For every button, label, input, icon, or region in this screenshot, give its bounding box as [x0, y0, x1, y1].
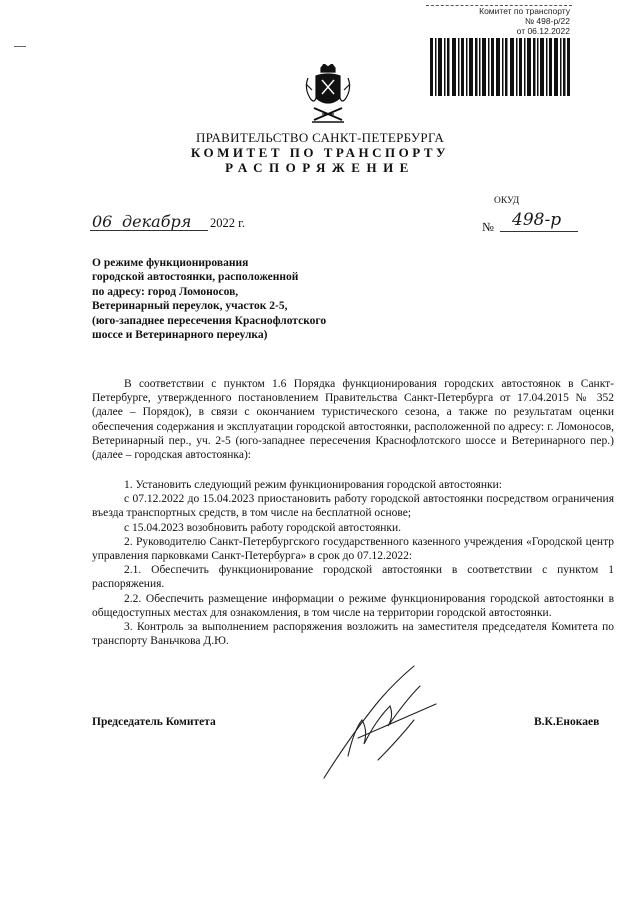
signatory-position: Председатель Комитета [92, 716, 216, 728]
number-underline [500, 231, 578, 232]
subject-line: Ветеринарный переулок, участок 2-5, [92, 300, 288, 313]
item-paragraph: 1. Установить следующий режим функционирования городской автостоянки: [124, 479, 502, 491]
stamp-line-date: от 06.12.2022 [516, 26, 570, 36]
registration-stamp [430, 6, 570, 36]
document-number: 498-р [512, 210, 562, 230]
signatory-name: В.К.Енокаев [534, 716, 600, 728]
subject-line: (юго-западнее пересечения Краснофлотского [92, 314, 327, 327]
item-paragraph: 2. Руководителю Санкт-Петербургского государственного казенного учреждения «Городской центр управления парковками Санкт-Петербурга» в срок до 07.12.2022: [92, 535, 614, 563]
subject-line: О режиме функционирования [92, 257, 249, 269]
item-paragraph: 3. Контроль за выполнением распоряжения возложить на заместителя председателя Комитета по транспорту Ваньчкова Д.Ю. [92, 621, 614, 648]
margin-mark [14, 46, 26, 47]
subject-line: по адресу: город Ломоносов, [92, 285, 239, 298]
stamp-line-number: № 498-р/22 [524, 16, 570, 26]
coat-of-arms-icon [302, 64, 354, 126]
document-subject [92, 256, 392, 342]
date-underline [90, 230, 208, 231]
government-title: ПРАВИТЕЛЬСТВО САНКТ-ПЕТЕРБУРГА [195, 130, 445, 145]
stamp-line-committee: Комитет по транспорту [479, 6, 570, 16]
date-month: декабря [122, 212, 192, 231]
number-sign: № [482, 220, 494, 234]
preamble-paragraph: В соответствии с пунктом 1.6 Порядка функционирования городских автостоянок в Санкт-Петербурге, утвержденного постановлением Правительства Санкт-Петербурга от 17.04.2015 № 352 (далее – Порядок), в связи с окончанием туристического сезона, а также по результатам оценки обеспечения содержания и эксплуатации городской автостоянки, расположенной по адресу: г. Ломоносов, Ветеринарный пер., уч. 2-5 (юго-западнее пересечения Краснофлотского шоссе и Ветеринарного пер.) (далее – городская автостоянка): [92, 378, 614, 462]
subject-line: городской автостоянки, расположенной [92, 271, 299, 284]
date-year: 2022 г. [210, 216, 245, 230]
barcode-image [430, 38, 570, 96]
committee-title: КОМИТЕТ ПО ТРАНСПОРТУ [190, 145, 450, 160]
document-type-title: РАСПОРЯЖЕНИЕ [225, 160, 415, 175]
item-paragraph: 2.2. Обеспечить размещение информации о режиме функционирования городской автостоянки в общедоступных местах для ознакомления, в том числе на территории городской автостоянки. [92, 592, 614, 619]
subject-line: шоссе и Ветеринарного переулка) [92, 329, 268, 342]
handwritten-signature [318, 660, 468, 784]
order-items [92, 478, 614, 648]
okud-label: ОКУД [494, 196, 520, 206]
item-paragraph: с 15.04.2023 возобновить работу городской автостоянки. [124, 521, 402, 534]
date-day: 06 [92, 212, 113, 231]
item-paragraph: 2.1. Обеспечить функционирование городской автостоянки в соответствии с пунктом 1 распоряжения. [92, 564, 614, 591]
item-paragraph: с 07.12.2022 до 15.04.2023 приостановить работу городской автостоянки посредством ограничения въезда транспортных средств, в том числе на бесплатной основе; [92, 493, 614, 520]
